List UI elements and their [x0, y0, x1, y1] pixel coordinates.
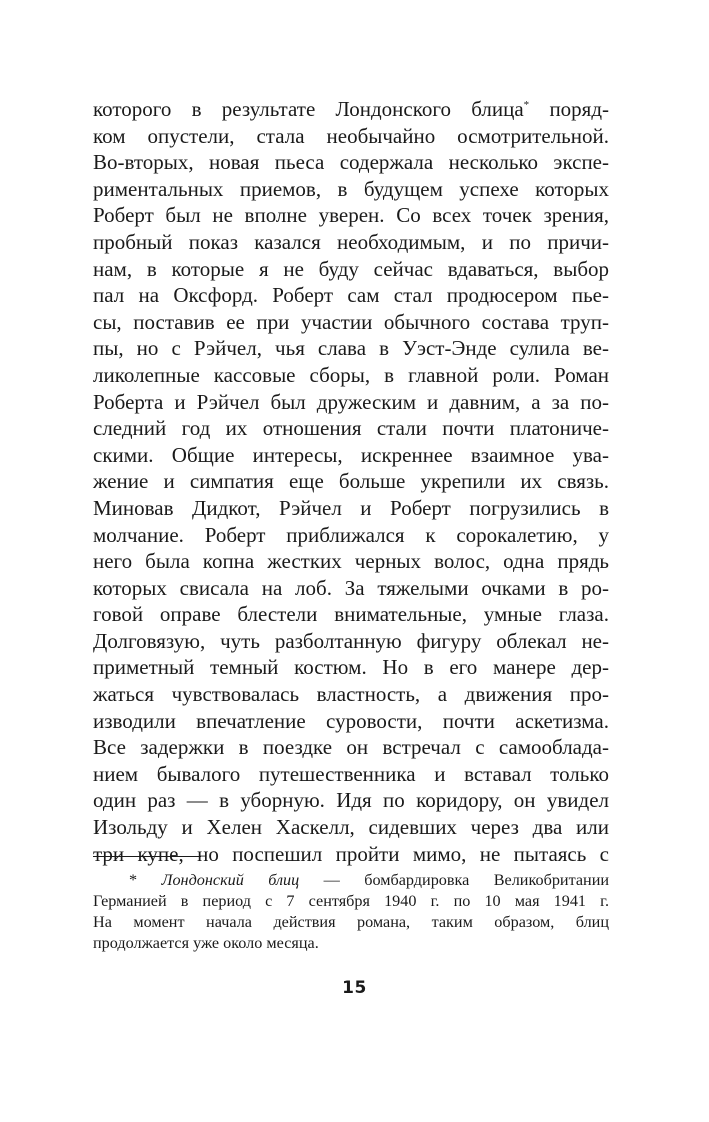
text-line: скими. Общие интересы, искреннее взаимное ува-	[93, 442, 609, 467]
text-line: жаться чувствовалась властность, а движения про-	[93, 682, 609, 707]
text-line: Изольду и Хелен Хаскелл, сидевших через два или	[93, 815, 609, 840]
text-line: пал на Оксфорд. Роберт сам стал продюсером пье-	[93, 283, 609, 308]
text-line-1	[93, 96, 609, 123]
footnote-line-2: Германией в период с 7 сентября 1940 г. по 10 мая 1941 г.	[93, 892, 609, 910]
main-text	[93, 96, 609, 867]
text-line: Все задержки в поездке он встречал с самооблада-	[93, 735, 609, 760]
page-number: 15	[342, 978, 367, 998]
text-line: изводили впечатление суровости, почти аскетизма.	[93, 708, 609, 733]
text-line: пробный показ казался необходимым, и по причи-	[93, 229, 609, 254]
footnote-line-4: продолжается уже около месяца.	[93, 934, 319, 952]
footnote	[93, 870, 609, 954]
text-line: молчание. Роберт приближался к сорокалетию, у	[93, 522, 609, 547]
text-line: риментальных приемов, в будущем успехе которых	[93, 176, 609, 201]
text-line: нам, в которые я не буду сейчас вдаваться, выбор	[93, 256, 609, 281]
text-line: Миновав Дидкот, Рэйчел и Роберт погрузились в	[93, 495, 609, 520]
text-line: ликолепные кассовые сборы, в главной роли. Роман	[93, 362, 609, 387]
text-line: ком опустели, стала необычайно осмотрительной.	[93, 123, 609, 148]
footnote-definition: — бомбардировка Великобритании	[323, 871, 610, 889]
text-line: пы, но с Рэйчел, чья слава в Уэст-Энде сулила ве-	[93, 336, 609, 361]
footnote-reference-marker: *	[523, 99, 530, 111]
text-line: приметный темный костюм. Но в его манере дер-	[93, 655, 609, 680]
footnote-line-1	[93, 870, 609, 891]
text-line: которых свисала на лоб. За тяжелыми очками в ро-	[93, 575, 609, 600]
text-line: Роберт был не вполне уверен. Со всех точек зрения,	[93, 203, 609, 228]
text-line: него была копна жестких черных волос, одна прядь	[93, 549, 609, 574]
text-line: говой оправе блестели внимательные, умные глаза.	[93, 602, 609, 627]
text-line-1-end: поряд-	[549, 97, 610, 121]
text-line: следний год их отношения стали почти платониче-	[93, 416, 609, 441]
text-line-1-start: которого в результате Лондонского блица	[93, 97, 524, 121]
footnote-term: Лондонский блиц	[161, 871, 300, 889]
footnote-marker: *	[129, 871, 138, 889]
text-line: один раз — в уборную. Идя по коридору, он увидел	[93, 788, 609, 813]
footnote-line-3: На момент начала действия романа, таким образом, блиц	[93, 913, 609, 931]
text-line: Во-вторых, новая пьеса содержала несколько экспе-	[93, 150, 609, 175]
text-line: Роберта и Рэйчел был дружеским и давним, а за по-	[93, 389, 609, 414]
text-line: жение и симпатия еще больше укрепили их связь.	[93, 469, 609, 494]
text-line: нием бывалого путешественника и вставал только	[93, 761, 609, 786]
footnote-separator	[93, 856, 201, 857]
text-line: Долговязую, чуть разболтанную фигуру облекал не-	[93, 628, 609, 653]
text-line: три купе, но поспешил пройти мимо, не пытаясь с	[93, 841, 609, 866]
text-line: сы, поставив ее при участии обычного состава труп-	[93, 309, 609, 334]
